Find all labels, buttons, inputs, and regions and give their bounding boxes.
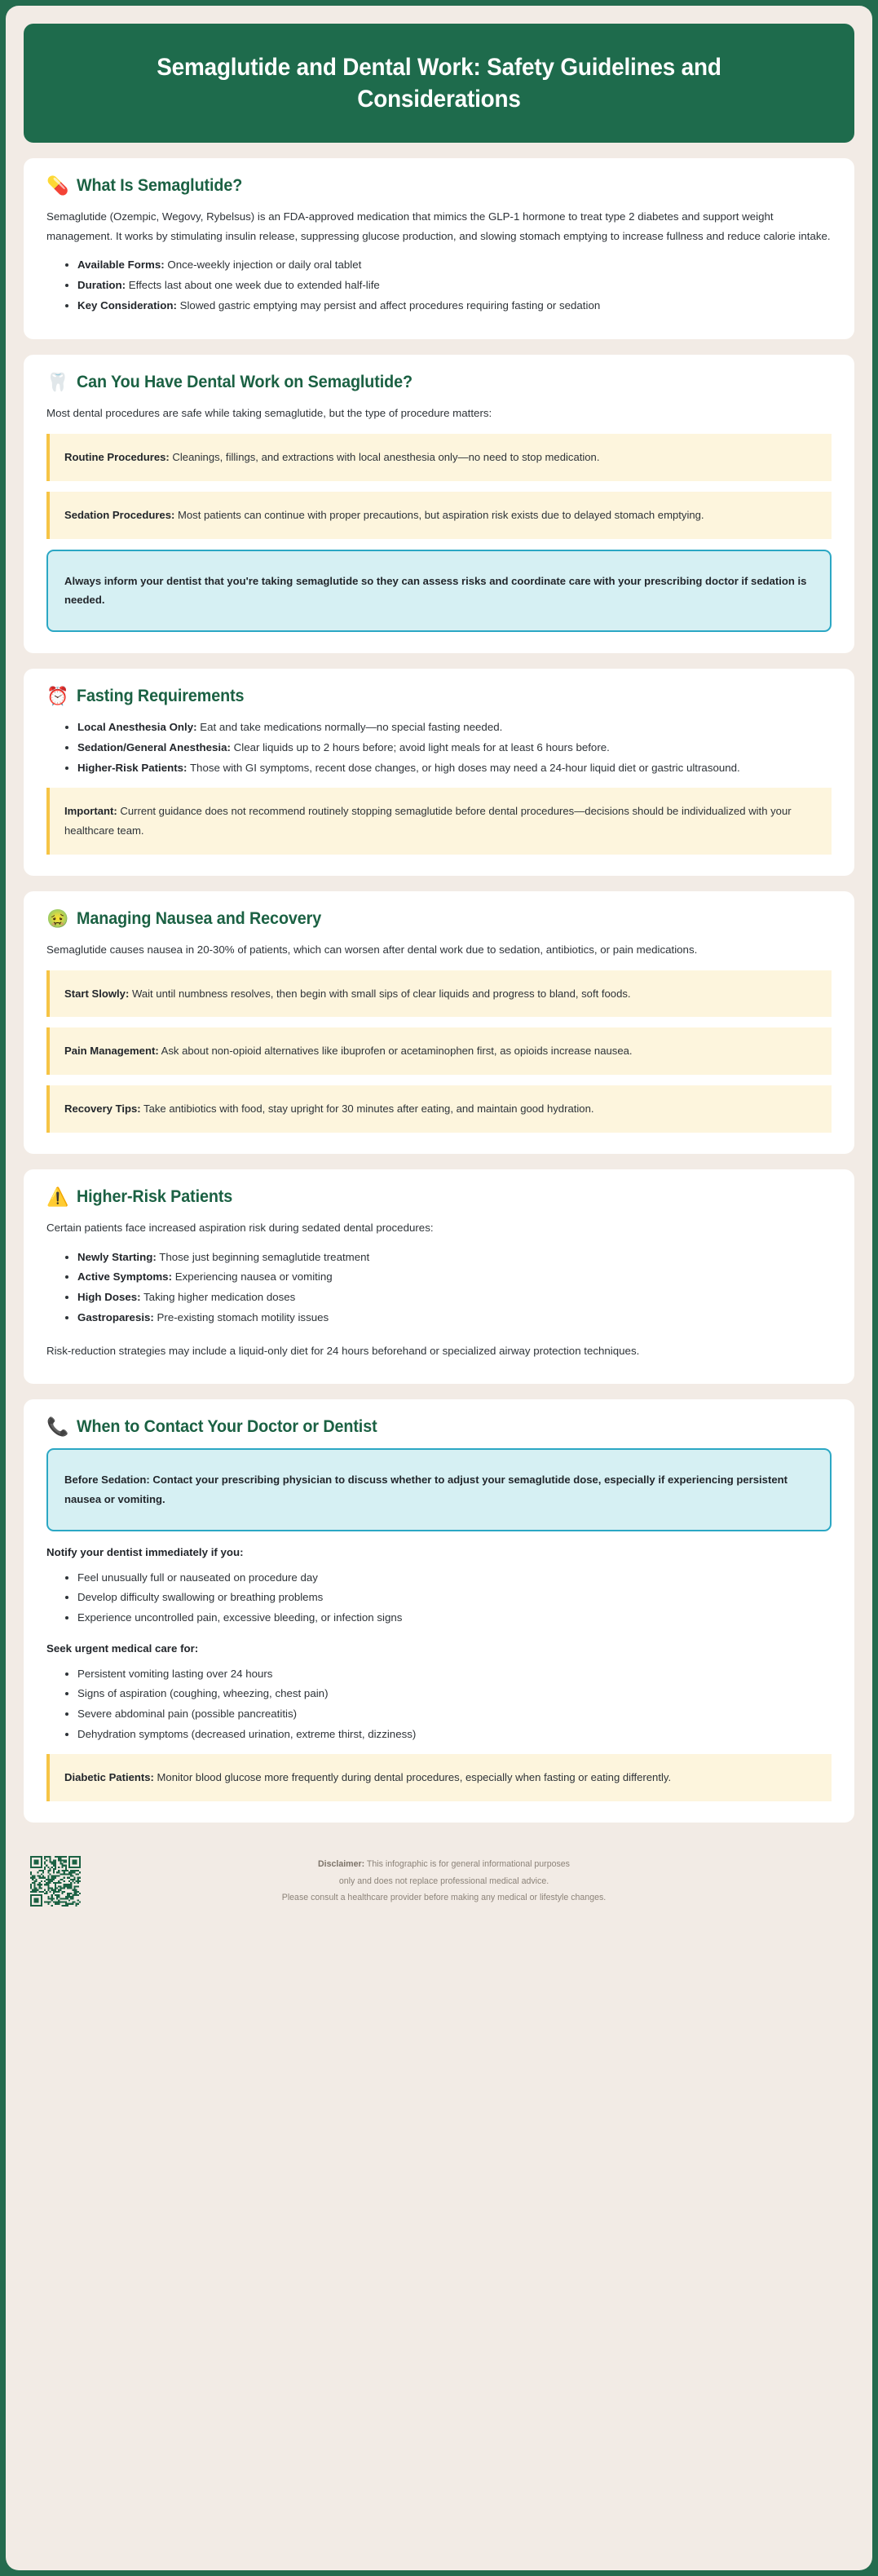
callout-label: Start Slowly: [64, 987, 130, 1000]
bullet-label: Key Consideration: [77, 298, 177, 312]
list-item: • Develop difficulty swallowing or breathing problems [77, 1588, 832, 1607]
bullet-label: High Doses: [77, 1290, 141, 1303]
alarm-clock-icon: ⏰ [46, 686, 69, 707]
section-header [46, 1187, 832, 1207]
section-title: What Is Semaglutide? [77, 176, 243, 195]
list-item [77, 738, 832, 758]
disclaimer [97, 1856, 848, 1907]
callout-start-slowly [46, 970, 832, 1018]
bullet-label: Sedation/General Anesthesia: [77, 740, 231, 753]
bullet-list [46, 255, 832, 315]
bullet-label: Duration: [77, 278, 126, 291]
callout-text: Always inform your dentist that you're taking semaglutide so they can assess risks and coordinate care with your prescribing doctor if sedation is needed. [64, 574, 807, 607]
list-item [77, 718, 832, 737]
callout-text [64, 984, 815, 1004]
list-item: • Signs of aspiration (coughing, wheezing, chest pain) [77, 1684, 832, 1703]
section-header [46, 687, 832, 706]
bullet-label: Active Symptoms: [77, 1270, 173, 1284]
header-banner [24, 24, 854, 143]
bullet-text: Clear liquids up to 2 hours before; avoid light meals for at least 6 hours before. [230, 740, 610, 753]
callout-body: Take antibiotics with food, stay upright for 30 minutes after eating, and maintain good hydration. [140, 1102, 594, 1116]
section-when-to-contact [24, 1399, 854, 1823]
callout-important [46, 788, 832, 855]
list-item: • Experience uncontrolled pain, excessive bleeding, or infection signs [77, 1608, 832, 1628]
bullet-text: Effects last about one week due to extended half-life [126, 278, 380, 291]
disclaimer-line-1 [97, 1856, 791, 1873]
section-closing-paragraph: Risk-reduction strategies may include a liquid-only diet for 24 hours beforehand or specialized airway protection techniques. [46, 1345, 640, 1358]
list-item: • Dehydration symptoms (decreased urination, extreme thirst, dizziness) [77, 1725, 832, 1744]
section-paragraph: Semaglutide causes nausea in 20-30% of patients, which can worsen after dental work due to sedation, antibiotics, or pain medications. [46, 943, 698, 956]
callout-label: Important: [64, 805, 117, 818]
bullet-label: Available Forms: [77, 258, 165, 272]
callout-diabetic-patients [46, 1754, 832, 1801]
disclaimer-line-3: Please consult a healthcare provider before making any medical or lifestyle changes. [281, 1893, 607, 1903]
section-dental-work-on-semaglutide [24, 355, 854, 653]
bullet-text: Slowed gastric emptying may persist and affect procedures requiring fasting or sedation [176, 298, 601, 312]
page-title: Semaglutide and Dental Work: Safety Guidelines and Considerations [157, 54, 721, 113]
subhead-urgent-care: Seek urgent medical care for: [46, 1641, 199, 1655]
bullet-text: Eat and take medications normally—no special fasting needed. [196, 721, 503, 734]
list-item: • Severe abdominal pain (possible pancreatitis) [77, 1704, 832, 1724]
callout-text [64, 1041, 815, 1061]
section-title: Managing Nausea and Recovery [77, 908, 322, 928]
callout-sedation-procedures [46, 492, 832, 539]
callout-text [64, 802, 815, 841]
list-item [77, 1267, 832, 1287]
list-item: • Feel unusually full or nauseated on procedure day [77, 1568, 832, 1588]
list-item [77, 758, 832, 778]
bullet-label: Local Anesthesia Only: [77, 721, 197, 734]
section-header [46, 1417, 832, 1437]
bullet-label: Gastroparesis: [77, 1310, 154, 1323]
pill-icon: 💊 [46, 175, 69, 196]
list-item [77, 255, 832, 275]
callout-routine-procedures [46, 434, 832, 481]
disclaimer-label: Disclaimer: [318, 1859, 365, 1870]
callout-pain-management [46, 1027, 832, 1075]
bullet-list [46, 718, 832, 777]
section-paragraph: Certain patients face increased aspiration risk during sedated dental procedures: [46, 1222, 434, 1235]
bullet-label: Higher-Risk Patients: [77, 761, 188, 774]
telephone-receiver-icon: 📞 [46, 1416, 69, 1437]
section-what-is-semaglutide [24, 158, 854, 339]
callout-inform-your-dentist [46, 550, 832, 633]
section-title: Fasting Requirements [77, 687, 245, 706]
qr-code-icon [30, 1856, 81, 1907]
callout-body: Current guidance does not recommend routinely stopping semaglutide before dental procedures—decisions should be individualized with your healthcare team. [64, 805, 792, 837]
callout-body: Cleanings, fillings, and extractions with local anesthesia only—no need to stop medication. [169, 450, 600, 463]
section-paragraph: Semaglutide (Ozempic, Wegovy, Rybelsus) is an FDA-approved medication that mimics the GLP-1 hormone to treat type 2 diabetes and support weight management. It works by stimulating insulin release, suppressing glucose production, and slowing stomach emptying to increase fullness and reduce calorie intake. [46, 210, 831, 242]
section-header [46, 176, 832, 196]
section-title: When to Contact Your Doctor or Dentist [77, 1416, 377, 1436]
section-managing-nausea-and-recovery [24, 891, 854, 1154]
tooth-icon: 🦷 [46, 372, 69, 393]
list-item [77, 1308, 832, 1328]
callout-label: Routine Procedures: [64, 450, 170, 463]
list-item [77, 276, 832, 295]
section-title: Can You Have Dental Work on Semaglutide? [77, 373, 413, 392]
callout-label: Pain Management: [64, 1045, 159, 1058]
bullet-text: Those with GI symptoms, recent dose changes, or high doses may need a 24-hour liquid diet or gastric ultrasound. [187, 761, 740, 774]
callout-text [64, 1099, 815, 1119]
bullet-text: Once-weekly injection or daily oral tablet [164, 258, 362, 272]
nauseated-face-icon: 🤢 [46, 908, 69, 929]
list-item: • Persistent vomiting lasting over 24 hours [77, 1664, 832, 1684]
notify-list [46, 1568, 832, 1628]
urgent-care-list [46, 1664, 832, 1744]
section-header [46, 909, 832, 929]
disclaimer-text-1: This infographic is for general informational purposes [364, 1859, 570, 1870]
bullet-text: Those just beginning semaglutide treatment [156, 1250, 370, 1263]
callout-before-sedation [46, 1448, 832, 1531]
bullet-text: Pre-existing stomach motility issues [153, 1310, 329, 1323]
bullet-list [46, 1248, 832, 1328]
footer [24, 1840, 854, 1926]
callout-label: Diabetic Patients: [64, 1771, 154, 1784]
callout-body: Ask about non-opioid alternatives like ibuprofen or acetaminophen first, as opioids increase nausea. [158, 1045, 633, 1058]
callout-body: Wait until numbness resolves, then begin with small sips of clear liquids and progress to bland, soft foods. [129, 987, 631, 1000]
infographic-sheet [6, 6, 872, 2570]
disclaimer-line-2: only and does not replace professional medical advice. [338, 1876, 549, 1886]
list-item [77, 296, 832, 316]
bullet-text: Experiencing nausea or vomiting [172, 1270, 333, 1284]
section-fasting-requirements [24, 669, 854, 876]
callout-text [64, 1768, 815, 1787]
subhead-notify-dentist: Notify your dentist immediately if you: [46, 1545, 244, 1558]
bullet-text: Taking higher medication doses [140, 1290, 296, 1303]
warning-triangle-icon: ⚠️ [46, 1186, 69, 1208]
section-title: Higher-Risk Patients [77, 1187, 233, 1207]
bullet-label: Newly Starting: [77, 1250, 157, 1263]
section-higher-risk-patients [24, 1169, 854, 1384]
callout-label: Recovery Tips: [64, 1102, 141, 1116]
callout-body: Monitor blood glucose more frequently during dental procedures, especially when fasting or eating differently. [153, 1771, 672, 1784]
callout-text [64, 448, 815, 467]
callout-text [64, 506, 815, 525]
list-item [77, 1288, 832, 1307]
callout-label: Sedation Procedures: [64, 508, 175, 521]
callout-text: Before Sedation: Contact your prescribing physician to discuss whether to adjust your semaglutide dose, especially if experiencing persistent nausea or vomiting. [64, 1473, 788, 1505]
section-paragraph: Most dental procedures are safe while taking semaglutide, but the type of procedure matters: [46, 407, 492, 420]
section-header [46, 373, 832, 392]
list-item [77, 1248, 832, 1267]
callout-recovery-tips [46, 1085, 832, 1133]
callout-body: Most patients can continue with proper precautions, but aspiration risk exists due to delayed stomach emptying. [174, 508, 704, 521]
